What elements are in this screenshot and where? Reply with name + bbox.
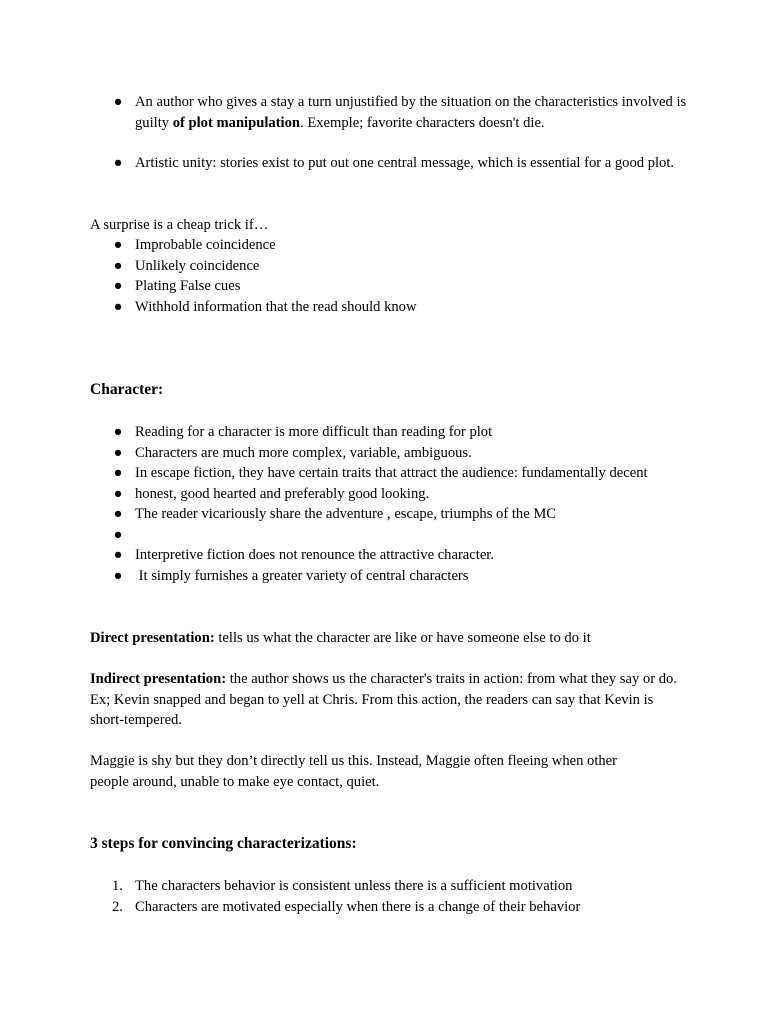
list-item: ● An author who gives a stay a turn unjustified by the situation on the characteristics involved is guilty of plot manipulation. Exemple; favorite characters doesn't die. [113, 94, 687, 131]
bullet-icon: ● [113, 237, 123, 253]
bullet-icon: ● [113, 485, 123, 502]
list-item: ● Characters are much more complex, variable, ambiguous. [90, 443, 690, 464]
maggie-paragraph: Maggie is shy but they don’t directly tell us this. Instead, Maggie often fleeing when other people around, unable to make eye contact, quiet. [90, 753, 618, 790]
list-item: ● Improbable coincidence [90, 235, 690, 256]
bullet-icon: ● [113, 155, 123, 171]
list-item: ● honest, good hearted and preferably good looking. [90, 484, 690, 505]
bullet-icon: ● [113, 424, 123, 440]
list-item: ● It simply furnishes a greater variety of central characters [90, 566, 690, 587]
bullet-icon: ● [113, 298, 123, 315]
bullet-icon: ● [113, 526, 123, 543]
list-item [90, 525, 690, 546]
direct-presentation: Direct presentation: tells us what the character are like or have someone else to do it [90, 630, 591, 646]
character-heading: Character: [90, 381, 164, 398]
list-item: ● Withhold information that the read should know [90, 297, 690, 318]
bullet-icon: ● [113, 567, 123, 584]
bullet-icon: ● [113, 278, 123, 294]
list-item: ● The reader vicariously share the adventure , escape, triumphs of the MC [90, 504, 690, 525]
steps-list [90, 876, 690, 917]
list-item: 1. The characters behavior is consistent unless there is a sufficient motivation [112, 878, 573, 894]
list-item: ● Unlikely coincidence [90, 256, 690, 277]
bullet-icon: ● [113, 547, 123, 563]
list-item: ● In escape fiction, they have certain traits that attract the audience: fundamentally decent [90, 463, 690, 484]
list-item: 2. Characters are motivated especially when there is a change of their behavior [112, 898, 581, 915]
list-item: ● Reading for a character is more difficult than reading for plot [90, 422, 690, 443]
plot-bullet-list-1 [90, 92, 690, 133]
indirect-presentation: Indirect presentation: the author shows us the character's traits in action: from what they say or do. Ex; Kevin snapped and began to yell at Chris. From this action, the readers can say that Kevin is short-tempered. [90, 671, 677, 728]
character-list [90, 422, 690, 586]
bullet-icon: ● [113, 506, 123, 522]
bullet-icon: ● [113, 257, 123, 274]
bullet-icon: ● [113, 94, 123, 110]
surprise-list [90, 235, 690, 317]
list-item: ● Interpretive fiction does not renounce the attractive character. [90, 545, 690, 566]
list-item: ● Artistic unity: stories exist to put out one central message, which is essential for a good plot. [90, 153, 690, 174]
plot-bullet-list-2 [90, 153, 690, 174]
list-item: ● Plating False cues [90, 276, 690, 297]
surprise-intro: A surprise is a cheap trick if… [90, 217, 269, 233]
bullet-icon: ● [113, 444, 123, 461]
steps-heading: 3 steps for convincing characterizations: [90, 835, 357, 852]
bullet-icon: ● [113, 465, 123, 481]
